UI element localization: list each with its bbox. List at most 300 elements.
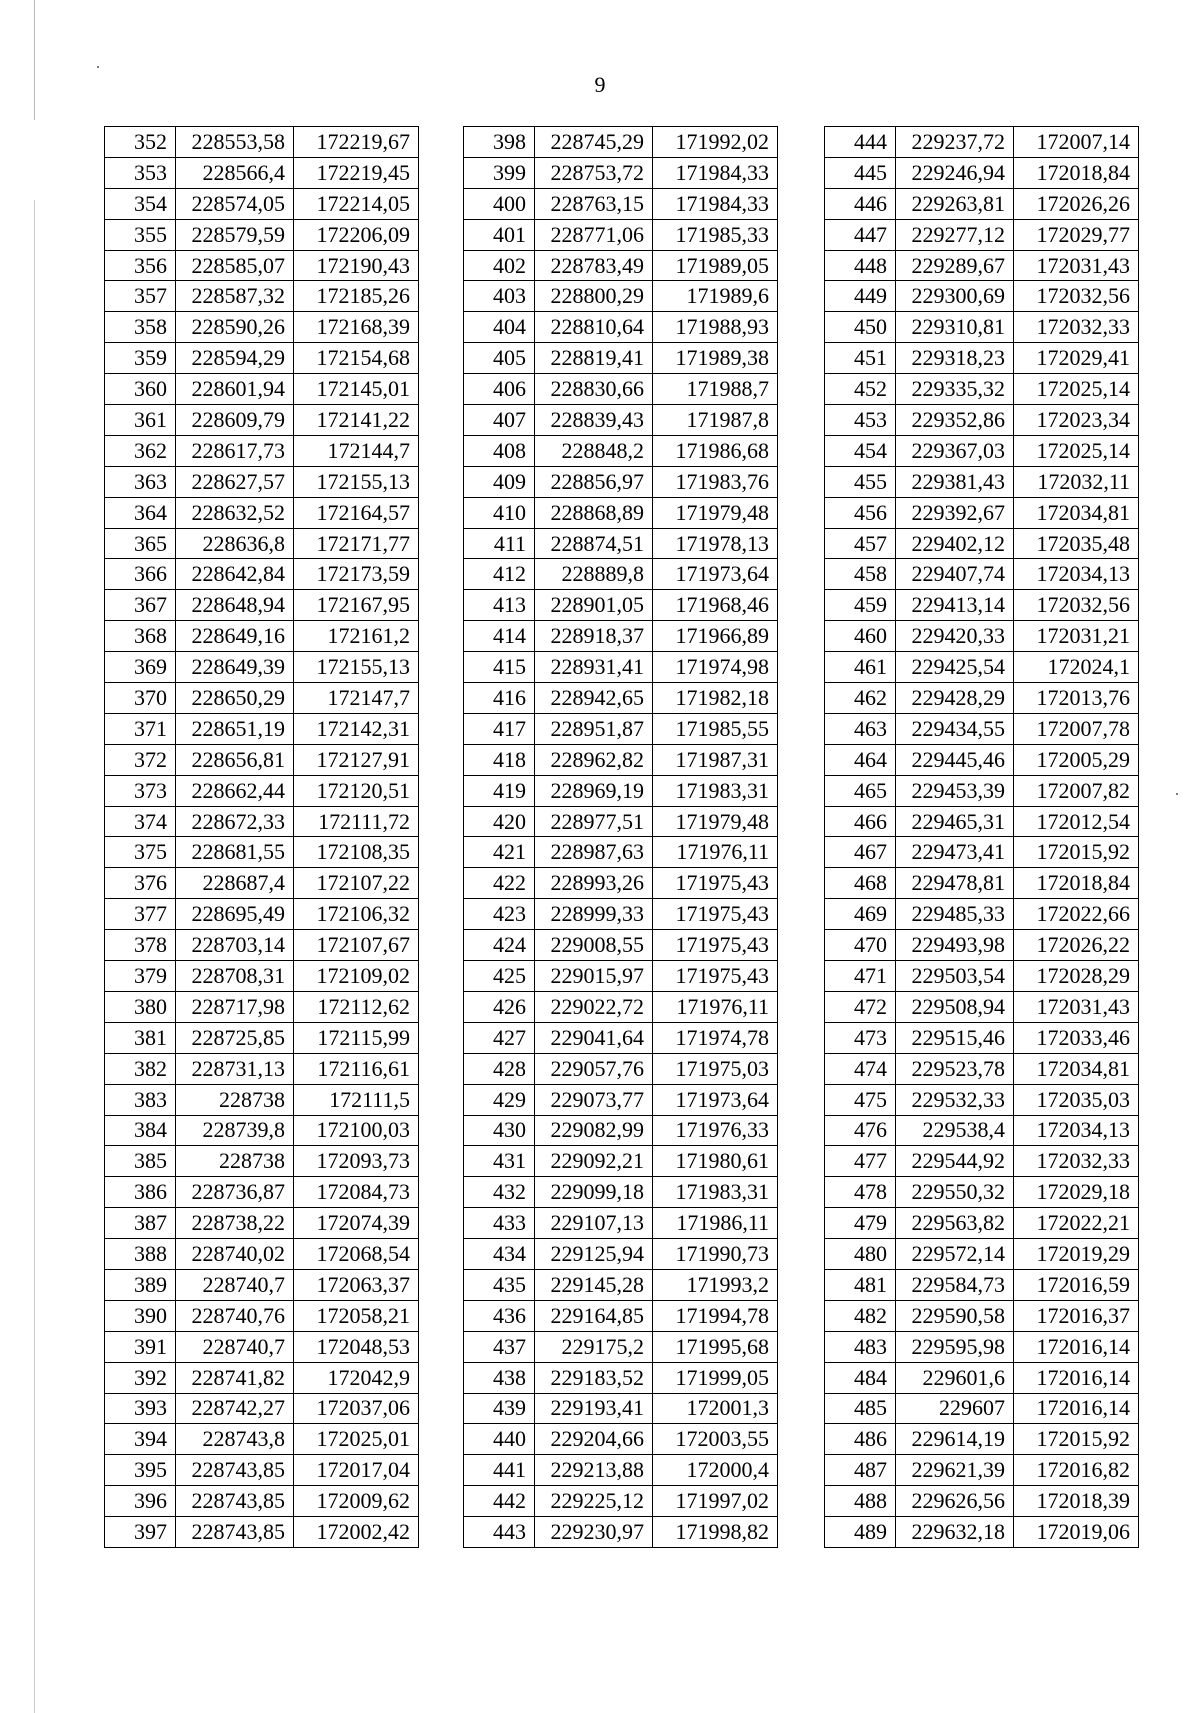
table-row bbox=[825, 621, 1139, 652]
point-number-cell: 390 bbox=[105, 1300, 176, 1331]
point-number-cell: 421 bbox=[464, 837, 535, 868]
table-row bbox=[105, 590, 419, 621]
table-row bbox=[825, 281, 1139, 312]
point-number-cell: 366 bbox=[105, 559, 176, 590]
y-coordinate-cell: 172002,42 bbox=[294, 1517, 419, 1548]
x-coordinate-cell: 228742,27 bbox=[176, 1393, 294, 1424]
point-number-cell: 467 bbox=[825, 837, 896, 868]
point-number-cell: 354 bbox=[105, 188, 176, 219]
point-number-cell: 355 bbox=[105, 219, 176, 250]
y-coordinate-cell: 172029,41 bbox=[1014, 343, 1139, 374]
table-row bbox=[825, 930, 1139, 961]
x-coordinate-cell: 228736,87 bbox=[176, 1177, 294, 1208]
y-coordinate-cell: 172007,82 bbox=[1014, 775, 1139, 806]
table-row bbox=[464, 343, 778, 374]
x-coordinate-cell: 229413,14 bbox=[896, 590, 1014, 621]
table-row bbox=[825, 652, 1139, 683]
y-coordinate-cell: 172032,56 bbox=[1014, 590, 1139, 621]
y-coordinate-cell: 171976,11 bbox=[653, 837, 778, 868]
x-coordinate-cell: 228649,39 bbox=[176, 652, 294, 683]
point-number-cell: 476 bbox=[825, 1115, 896, 1146]
point-number-cell: 386 bbox=[105, 1177, 176, 1208]
point-number-cell: 468 bbox=[825, 868, 896, 899]
point-number-cell: 482 bbox=[825, 1300, 896, 1331]
point-number-cell: 436 bbox=[464, 1300, 535, 1331]
point-number-cell: 364 bbox=[105, 497, 176, 528]
point-number-cell: 457 bbox=[825, 528, 896, 559]
x-coordinate-cell: 229453,39 bbox=[896, 775, 1014, 806]
point-number-cell: 458 bbox=[825, 559, 896, 590]
x-coordinate-cell: 228993,26 bbox=[535, 868, 653, 899]
y-coordinate-cell: 171979,48 bbox=[653, 806, 778, 837]
x-coordinate-cell: 228739,8 bbox=[176, 1115, 294, 1146]
table-row bbox=[825, 1300, 1139, 1331]
y-coordinate-cell: 171974,78 bbox=[653, 1022, 778, 1053]
table-row bbox=[105, 466, 419, 497]
table-row bbox=[105, 1424, 419, 1455]
point-number-cell: 469 bbox=[825, 899, 896, 930]
point-number-cell: 370 bbox=[105, 683, 176, 714]
y-coordinate-cell: 172141,22 bbox=[294, 405, 419, 436]
table-row bbox=[105, 683, 419, 714]
point-number-cell: 444 bbox=[825, 127, 896, 158]
x-coordinate-cell: 228649,16 bbox=[176, 621, 294, 652]
x-coordinate-cell: 229099,18 bbox=[535, 1177, 653, 1208]
point-number-cell: 378 bbox=[105, 930, 176, 961]
x-coordinate-cell: 228738 bbox=[176, 1084, 294, 1115]
point-number-cell: 466 bbox=[825, 806, 896, 837]
x-coordinate-cell: 228868,89 bbox=[535, 497, 653, 528]
y-coordinate-cell: 171976,11 bbox=[653, 991, 778, 1022]
table-row bbox=[464, 652, 778, 683]
y-coordinate-cell: 171990,73 bbox=[653, 1239, 778, 1270]
point-number-cell: 416 bbox=[464, 683, 535, 714]
point-number-cell: 474 bbox=[825, 1053, 896, 1084]
x-coordinate-cell: 229107,13 bbox=[535, 1208, 653, 1239]
table-row bbox=[105, 435, 419, 466]
point-number-cell: 483 bbox=[825, 1331, 896, 1362]
point-number-cell: 380 bbox=[105, 991, 176, 1022]
y-coordinate-cell: 172093,73 bbox=[294, 1146, 419, 1177]
y-coordinate-cell: 172018,84 bbox=[1014, 157, 1139, 188]
x-coordinate-cell: 229402,12 bbox=[896, 528, 1014, 559]
point-number-cell: 377 bbox=[105, 899, 176, 930]
point-number-cell: 403 bbox=[464, 281, 535, 312]
y-coordinate-cell: 172023,34 bbox=[1014, 405, 1139, 436]
point-number-cell: 415 bbox=[464, 652, 535, 683]
table-row bbox=[825, 1331, 1139, 1362]
y-coordinate-cell: 172016,59 bbox=[1014, 1269, 1139, 1300]
page-number: 9 bbox=[594, 72, 606, 97]
y-coordinate-cell: 172029,77 bbox=[1014, 219, 1139, 250]
x-coordinate-cell: 228987,63 bbox=[535, 837, 653, 868]
y-coordinate-cell: 171998,82 bbox=[653, 1517, 778, 1548]
table-row bbox=[825, 219, 1139, 250]
x-coordinate-cell: 228977,51 bbox=[535, 806, 653, 837]
point-number-cell: 402 bbox=[464, 250, 535, 281]
x-coordinate-cell: 228743,85 bbox=[176, 1486, 294, 1517]
point-number-cell: 387 bbox=[105, 1208, 176, 1239]
y-coordinate-cell: 172016,14 bbox=[1014, 1331, 1139, 1362]
x-coordinate-cell: 228901,05 bbox=[535, 590, 653, 621]
table-row bbox=[464, 991, 778, 1022]
table-row bbox=[464, 1146, 778, 1177]
table-row bbox=[105, 1517, 419, 1548]
y-coordinate-cell: 172033,46 bbox=[1014, 1022, 1139, 1053]
table-row bbox=[105, 1177, 419, 1208]
table-row bbox=[464, 868, 778, 899]
y-coordinate-cell: 172155,13 bbox=[294, 466, 419, 497]
x-coordinate-cell: 228856,97 bbox=[535, 466, 653, 497]
y-coordinate-cell: 171984,33 bbox=[653, 188, 778, 219]
y-coordinate-cell: 172048,53 bbox=[294, 1331, 419, 1362]
y-coordinate-cell: 171979,48 bbox=[653, 497, 778, 528]
y-coordinate-cell: 172100,03 bbox=[294, 1115, 419, 1146]
y-coordinate-cell: 172108,35 bbox=[294, 837, 419, 868]
y-coordinate-cell: 171975,43 bbox=[653, 868, 778, 899]
y-coordinate-cell: 172028,29 bbox=[1014, 961, 1139, 992]
x-coordinate-cell: 228650,29 bbox=[176, 683, 294, 714]
table-row bbox=[464, 1269, 778, 1300]
table-row bbox=[464, 312, 778, 343]
y-coordinate-cell: 172019,29 bbox=[1014, 1239, 1139, 1270]
point-number-cell: 382 bbox=[105, 1053, 176, 1084]
x-coordinate-cell: 229434,55 bbox=[896, 713, 1014, 744]
x-coordinate-cell: 229428,29 bbox=[896, 683, 1014, 714]
point-number-cell: 409 bbox=[464, 466, 535, 497]
y-coordinate-cell: 172034,13 bbox=[1014, 1115, 1139, 1146]
x-coordinate-cell: 229515,46 bbox=[896, 1022, 1014, 1053]
y-coordinate-cell: 171980,61 bbox=[653, 1146, 778, 1177]
y-coordinate-cell: 172025,14 bbox=[1014, 374, 1139, 405]
point-number-cell: 410 bbox=[464, 497, 535, 528]
x-coordinate-cell: 229230,97 bbox=[535, 1517, 653, 1548]
point-number-cell: 394 bbox=[105, 1424, 176, 1455]
y-coordinate-cell: 172012,54 bbox=[1014, 806, 1139, 837]
x-coordinate-cell: 228632,52 bbox=[176, 497, 294, 528]
x-coordinate-cell: 228717,98 bbox=[176, 991, 294, 1022]
point-number-cell: 406 bbox=[464, 374, 535, 405]
table-row bbox=[464, 930, 778, 961]
point-number-cell: 486 bbox=[825, 1424, 896, 1455]
x-coordinate-cell: 228731,13 bbox=[176, 1053, 294, 1084]
y-coordinate-cell: 171988,93 bbox=[653, 312, 778, 343]
x-coordinate-cell: 229022,72 bbox=[535, 991, 653, 1022]
y-coordinate-cell: 172016,14 bbox=[1014, 1362, 1139, 1393]
x-coordinate-cell: 228745,29 bbox=[535, 127, 653, 158]
table-row bbox=[464, 1455, 778, 1486]
table-row bbox=[464, 188, 778, 219]
point-number-cell: 487 bbox=[825, 1455, 896, 1486]
table-row bbox=[464, 1393, 778, 1424]
point-number-cell: 472 bbox=[825, 991, 896, 1022]
point-number-cell: 453 bbox=[825, 405, 896, 436]
x-coordinate-cell: 229225,12 bbox=[535, 1486, 653, 1517]
table-row bbox=[105, 991, 419, 1022]
table-row bbox=[105, 1331, 419, 1362]
point-number-cell: 429 bbox=[464, 1084, 535, 1115]
table-row bbox=[825, 991, 1139, 1022]
table-row bbox=[825, 1146, 1139, 1177]
point-number-cell: 392 bbox=[105, 1362, 176, 1393]
y-coordinate-cell: 172009,62 bbox=[294, 1486, 419, 1517]
table-row bbox=[105, 744, 419, 775]
point-number-cell: 399 bbox=[464, 157, 535, 188]
point-number-cell: 368 bbox=[105, 621, 176, 652]
x-coordinate-cell: 228617,73 bbox=[176, 435, 294, 466]
x-coordinate-cell: 228942,65 bbox=[535, 683, 653, 714]
point-number-cell: 485 bbox=[825, 1393, 896, 1424]
y-coordinate-cell: 172007,78 bbox=[1014, 713, 1139, 744]
table-row bbox=[464, 1424, 778, 1455]
y-coordinate-cell: 172142,31 bbox=[294, 713, 419, 744]
x-coordinate-cell: 229237,72 bbox=[896, 127, 1014, 158]
x-coordinate-cell: 228969,19 bbox=[535, 775, 653, 806]
point-number-cell: 401 bbox=[464, 219, 535, 250]
x-coordinate-cell: 229041,64 bbox=[535, 1022, 653, 1053]
table-row bbox=[464, 405, 778, 436]
table-row bbox=[464, 1084, 778, 1115]
point-number-cell: 419 bbox=[464, 775, 535, 806]
coordinates-table-3 bbox=[824, 126, 1139, 1548]
x-coordinate-cell: 228703,14 bbox=[176, 930, 294, 961]
y-coordinate-cell: 172219,45 bbox=[294, 157, 419, 188]
y-coordinate-cell: 171983,31 bbox=[653, 1177, 778, 1208]
point-number-cell: 385 bbox=[105, 1146, 176, 1177]
y-coordinate-cell: 172022,66 bbox=[1014, 899, 1139, 930]
y-coordinate-cell: 172168,39 bbox=[294, 312, 419, 343]
table-row bbox=[464, 157, 778, 188]
y-coordinate-cell: 172016,14 bbox=[1014, 1393, 1139, 1424]
x-coordinate-cell: 229015,97 bbox=[535, 961, 653, 992]
y-coordinate-cell: 172032,33 bbox=[1014, 1146, 1139, 1177]
x-coordinate-cell: 229445,46 bbox=[896, 744, 1014, 775]
table-row bbox=[105, 559, 419, 590]
y-coordinate-cell: 171975,43 bbox=[653, 930, 778, 961]
x-coordinate-cell: 228999,33 bbox=[535, 899, 653, 930]
x-coordinate-cell: 229263,81 bbox=[896, 188, 1014, 219]
point-number-cell: 459 bbox=[825, 590, 896, 621]
x-coordinate-cell: 228962,82 bbox=[535, 744, 653, 775]
x-coordinate-cell: 229082,99 bbox=[535, 1115, 653, 1146]
point-number-cell: 463 bbox=[825, 713, 896, 744]
table-row bbox=[105, 1455, 419, 1486]
y-coordinate-cell: 172084,73 bbox=[294, 1177, 419, 1208]
x-coordinate-cell: 229532,33 bbox=[896, 1084, 1014, 1115]
y-coordinate-cell: 171974,98 bbox=[653, 652, 778, 683]
table-row bbox=[825, 1486, 1139, 1517]
y-coordinate-cell: 171999,05 bbox=[653, 1362, 778, 1393]
table-row bbox=[464, 1486, 778, 1517]
x-coordinate-cell: 228740,7 bbox=[176, 1331, 294, 1362]
y-coordinate-cell: 172032,56 bbox=[1014, 281, 1139, 312]
point-number-cell: 420 bbox=[464, 806, 535, 837]
point-number-cell: 437 bbox=[464, 1331, 535, 1362]
y-coordinate-cell: 172219,67 bbox=[294, 127, 419, 158]
x-coordinate-cell: 229538,4 bbox=[896, 1115, 1014, 1146]
y-coordinate-cell: 172016,37 bbox=[1014, 1300, 1139, 1331]
x-coordinate-cell: 229310,81 bbox=[896, 312, 1014, 343]
x-coordinate-cell: 228839,43 bbox=[535, 405, 653, 436]
table-row bbox=[825, 590, 1139, 621]
y-coordinate-cell: 171976,33 bbox=[653, 1115, 778, 1146]
point-number-cell: 398 bbox=[464, 127, 535, 158]
y-coordinate-cell: 172164,57 bbox=[294, 497, 419, 528]
point-number-cell: 397 bbox=[105, 1517, 176, 1548]
x-coordinate-cell: 228687,4 bbox=[176, 868, 294, 899]
x-coordinate-cell: 228601,94 bbox=[176, 374, 294, 405]
table-row bbox=[464, 961, 778, 992]
table-row bbox=[825, 466, 1139, 497]
point-number-cell: 428 bbox=[464, 1053, 535, 1084]
point-number-cell: 418 bbox=[464, 744, 535, 775]
table-row bbox=[464, 219, 778, 250]
point-number-cell: 422 bbox=[464, 868, 535, 899]
y-coordinate-cell: 171989,6 bbox=[653, 281, 778, 312]
y-coordinate-cell: 172015,92 bbox=[1014, 1424, 1139, 1455]
y-coordinate-cell: 171989,38 bbox=[653, 343, 778, 374]
point-number-cell: 445 bbox=[825, 157, 896, 188]
x-coordinate-cell: 229277,12 bbox=[896, 219, 1014, 250]
x-coordinate-cell: 228566,4 bbox=[176, 157, 294, 188]
x-coordinate-cell: 228648,94 bbox=[176, 590, 294, 621]
table-row bbox=[105, 806, 419, 837]
y-coordinate-cell: 172107,22 bbox=[294, 868, 419, 899]
table-row bbox=[825, 683, 1139, 714]
scan-speck bbox=[97, 66, 99, 68]
x-coordinate-cell: 228740,7 bbox=[176, 1269, 294, 1300]
point-number-cell: 423 bbox=[464, 899, 535, 930]
table-row bbox=[105, 961, 419, 992]
table-row bbox=[825, 157, 1139, 188]
point-number-cell: 424 bbox=[464, 930, 535, 961]
table-row bbox=[464, 281, 778, 312]
table-row bbox=[464, 683, 778, 714]
x-coordinate-cell: 228918,37 bbox=[535, 621, 653, 652]
table-row bbox=[464, 621, 778, 652]
x-coordinate-cell: 229607 bbox=[896, 1393, 1014, 1424]
point-number-cell: 360 bbox=[105, 374, 176, 405]
table-row bbox=[825, 1053, 1139, 1084]
table-row bbox=[825, 435, 1139, 466]
point-number-cell: 432 bbox=[464, 1177, 535, 1208]
x-coordinate-cell: 228874,51 bbox=[535, 528, 653, 559]
table-row bbox=[464, 497, 778, 528]
x-coordinate-cell: 228672,33 bbox=[176, 806, 294, 837]
point-number-cell: 388 bbox=[105, 1239, 176, 1270]
x-coordinate-cell: 228741,82 bbox=[176, 1362, 294, 1393]
y-coordinate-cell: 172032,33 bbox=[1014, 312, 1139, 343]
x-coordinate-cell: 229057,76 bbox=[535, 1053, 653, 1084]
y-coordinate-cell: 172206,09 bbox=[294, 219, 419, 250]
point-number-cell: 438 bbox=[464, 1362, 535, 1393]
point-number-cell: 439 bbox=[464, 1393, 535, 1424]
table-row bbox=[825, 713, 1139, 744]
y-coordinate-cell: 171978,13 bbox=[653, 528, 778, 559]
table-row bbox=[825, 1239, 1139, 1270]
point-number-cell: 460 bbox=[825, 621, 896, 652]
x-coordinate-cell: 228609,79 bbox=[176, 405, 294, 436]
x-coordinate-cell: 228889,8 bbox=[535, 559, 653, 590]
x-coordinate-cell: 228585,07 bbox=[176, 250, 294, 281]
point-number-cell: 481 bbox=[825, 1269, 896, 1300]
point-number-cell: 475 bbox=[825, 1084, 896, 1115]
table-row bbox=[105, 652, 419, 683]
point-number-cell: 383 bbox=[105, 1084, 176, 1115]
x-coordinate-cell: 228743,85 bbox=[176, 1517, 294, 1548]
point-number-cell: 431 bbox=[464, 1146, 535, 1177]
point-number-cell: 407 bbox=[464, 405, 535, 436]
table-row bbox=[825, 374, 1139, 405]
y-coordinate-cell: 172032,11 bbox=[1014, 466, 1139, 497]
table-row bbox=[825, 497, 1139, 528]
x-coordinate-cell: 229572,14 bbox=[896, 1239, 1014, 1270]
y-coordinate-cell: 172026,22 bbox=[1014, 930, 1139, 961]
x-coordinate-cell: 228819,41 bbox=[535, 343, 653, 374]
y-coordinate-cell: 171993,2 bbox=[653, 1269, 778, 1300]
y-coordinate-cell: 172001,3 bbox=[653, 1393, 778, 1424]
x-coordinate-cell: 228800,29 bbox=[535, 281, 653, 312]
table-row bbox=[825, 1455, 1139, 1486]
x-coordinate-cell: 229246,94 bbox=[896, 157, 1014, 188]
point-number-cell: 455 bbox=[825, 466, 896, 497]
table-row bbox=[464, 250, 778, 281]
point-number-cell: 391 bbox=[105, 1331, 176, 1362]
table-row bbox=[105, 374, 419, 405]
table-row bbox=[825, 1177, 1139, 1208]
table-row bbox=[825, 559, 1139, 590]
table-row bbox=[825, 1022, 1139, 1053]
y-coordinate-cell: 172106,32 bbox=[294, 899, 419, 930]
x-coordinate-cell: 229621,39 bbox=[896, 1455, 1014, 1486]
x-coordinate-cell: 228810,64 bbox=[535, 312, 653, 343]
x-coordinate-cell: 229614,19 bbox=[896, 1424, 1014, 1455]
y-coordinate-cell: 172034,81 bbox=[1014, 1053, 1139, 1084]
point-number-cell: 456 bbox=[825, 497, 896, 528]
y-coordinate-cell: 172185,26 bbox=[294, 281, 419, 312]
y-coordinate-cell: 172024,1 bbox=[1014, 652, 1139, 683]
y-coordinate-cell: 172145,01 bbox=[294, 374, 419, 405]
table-row bbox=[464, 744, 778, 775]
point-number-cell: 426 bbox=[464, 991, 535, 1022]
x-coordinate-cell: 228695,49 bbox=[176, 899, 294, 930]
point-number-cell: 478 bbox=[825, 1177, 896, 1208]
y-coordinate-cell: 172017,04 bbox=[294, 1455, 419, 1486]
x-coordinate-cell: 229493,98 bbox=[896, 930, 1014, 961]
y-coordinate-cell: 172155,13 bbox=[294, 652, 419, 683]
point-number-cell: 470 bbox=[825, 930, 896, 961]
x-coordinate-cell: 229300,69 bbox=[896, 281, 1014, 312]
point-number-cell: 362 bbox=[105, 435, 176, 466]
x-coordinate-cell: 229420,33 bbox=[896, 621, 1014, 652]
x-coordinate-cell: 229289,67 bbox=[896, 250, 1014, 281]
point-number-cell: 358 bbox=[105, 312, 176, 343]
x-coordinate-cell: 228931,41 bbox=[535, 652, 653, 683]
y-coordinate-cell: 171994,78 bbox=[653, 1300, 778, 1331]
point-number-cell: 425 bbox=[464, 961, 535, 992]
y-coordinate-cell: 172022,21 bbox=[1014, 1208, 1139, 1239]
table-row bbox=[105, 1269, 419, 1300]
x-coordinate-cell: 228725,85 bbox=[176, 1022, 294, 1053]
table-row bbox=[464, 1239, 778, 1270]
x-coordinate-cell: 229175,2 bbox=[535, 1331, 653, 1362]
y-coordinate-cell: 172031,43 bbox=[1014, 250, 1139, 281]
point-number-cell: 442 bbox=[464, 1486, 535, 1517]
point-number-cell: 353 bbox=[105, 157, 176, 188]
point-number-cell: 449 bbox=[825, 281, 896, 312]
table-row bbox=[105, 157, 419, 188]
table-row bbox=[464, 1362, 778, 1393]
